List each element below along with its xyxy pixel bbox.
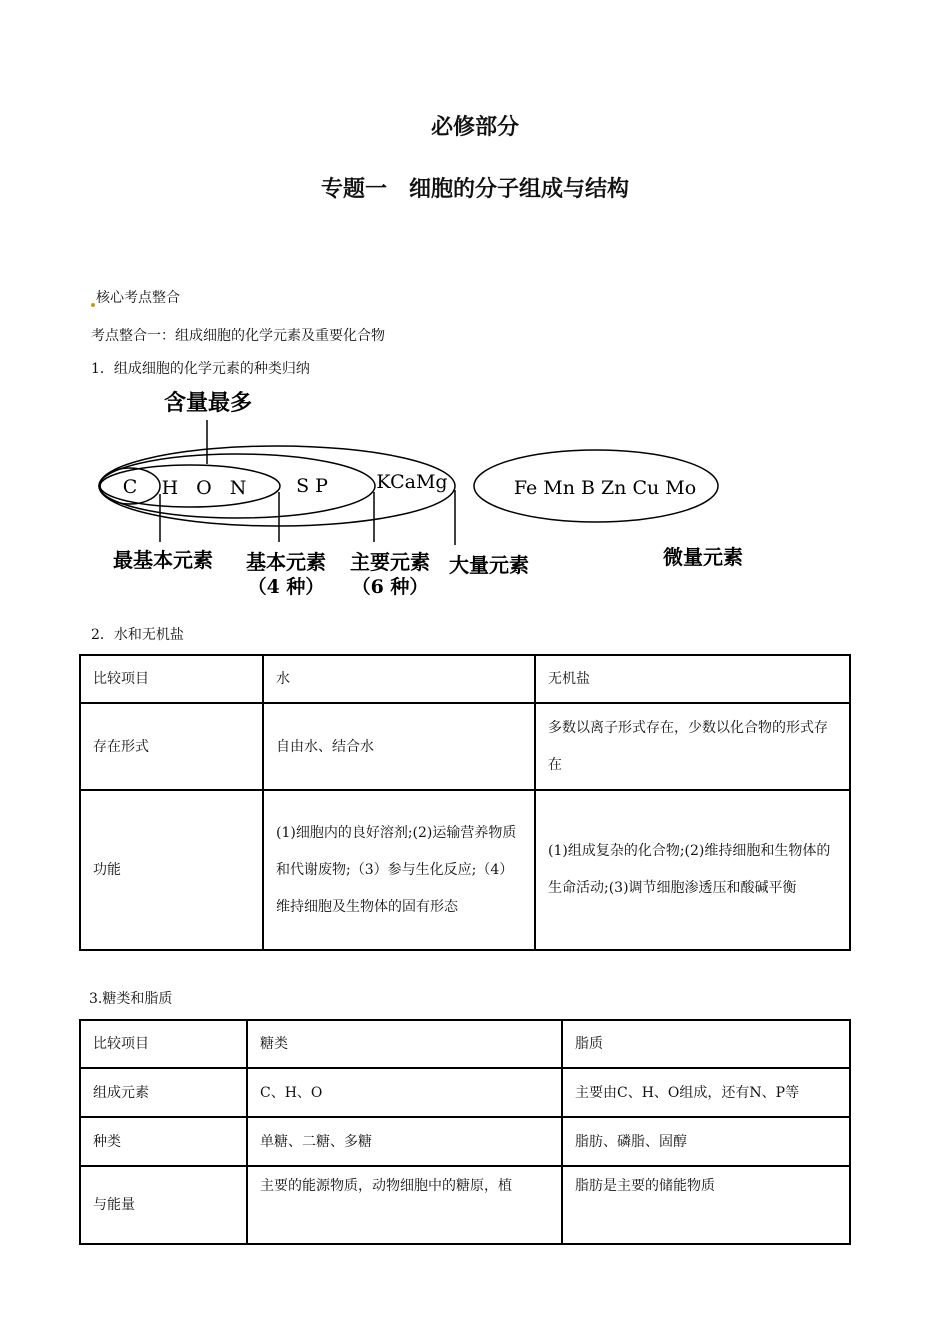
water-salt-table [79,654,851,951]
key-point-title: 考点整合一：组成细胞的化学元素及重要化合物 [91,328,385,344]
label-trace: 微量元素 [663,545,743,569]
header-cell: 无机盐 [535,655,850,703]
table-cell: 多数以离子形式存在，少数以化合物的形式存在 [535,703,850,790]
table-cell: (1)组成复杂的化合物;(2)维持细胞和生物体的生命活动;(3)调节细胞渗透压和酸碱平衡 [535,790,850,950]
header-cell: 水 [263,655,535,703]
label-main-count: （6 种） [351,576,429,598]
table-cell: 主要由C、H、O组成，还有N、P等 [562,1068,850,1117]
element-sp: S P [296,475,328,497]
table-row [80,1117,850,1166]
table-row [80,790,850,950]
header-cell: 比较项目 [80,1020,247,1068]
label-macro: 大量元素 [449,553,529,577]
item-2-title: 2．水和无机盐 [91,627,184,643]
item-3-title: 3.糖类和脂质 [89,991,173,1007]
table-cell: 脂肪是主要的储能物质 [562,1166,850,1244]
table-cell: C、H、O [247,1068,562,1117]
page-subtitle: 专题一 细胞的分子组成与结构 [320,177,629,202]
element-classification-diagram [0,380,950,610]
table-header-row [80,655,850,703]
header-cell: 比较项目 [80,655,263,703]
table-cell: 功能 [80,790,263,950]
table-cell: 与能量 [80,1166,247,1244]
element-trace: Fe Mn B Zn Cu Mo [513,477,697,499]
table-row [80,703,850,790]
table-cell: 主要的能源物质，动物细胞中的糖原，植 [247,1166,562,1244]
table-cell: 自由水、结合水 [263,703,535,790]
sugar-lipid-table [79,1019,851,1245]
element-c: C [122,476,138,498]
item-1-title: 1．组成细胞的化学元素的种类归纳 [91,361,310,377]
marker-dot-icon [91,303,95,307]
label-most-basic: 最基本元素 [113,548,213,572]
label-basic: 基本元素 [246,550,326,574]
header-cell: 糖类 [247,1020,562,1068]
table-cell: (1)细胞内的良好溶剂;(2)运输营养物质和代谢废物;（3）参与生化反应;（4）维持细胞及生物体的固有形态 [263,790,535,950]
table-header-row [80,1020,850,1068]
table-cell: 脂肪、磷脂、固醇 [562,1117,850,1166]
table-cell: 组成元素 [80,1068,247,1117]
top-label: 含量最多 [163,390,253,416]
table-cell: 存在形式 [80,703,263,790]
label-main: 主要元素 [350,550,430,574]
page-title: 必修部分 [430,115,519,140]
table-cell: 种类 [80,1117,247,1166]
label-basic-count: （4 种） [247,576,325,598]
element-hon: H O N [161,477,253,499]
table-row [80,1166,850,1244]
header-cell: 脂质 [562,1020,850,1068]
table-row [80,1068,850,1117]
section-heading: 核心考点整合 [91,287,180,307]
element-kcamg: KCaMg [376,471,448,493]
table-cell: 单糖、二糖、多糖 [247,1117,562,1166]
